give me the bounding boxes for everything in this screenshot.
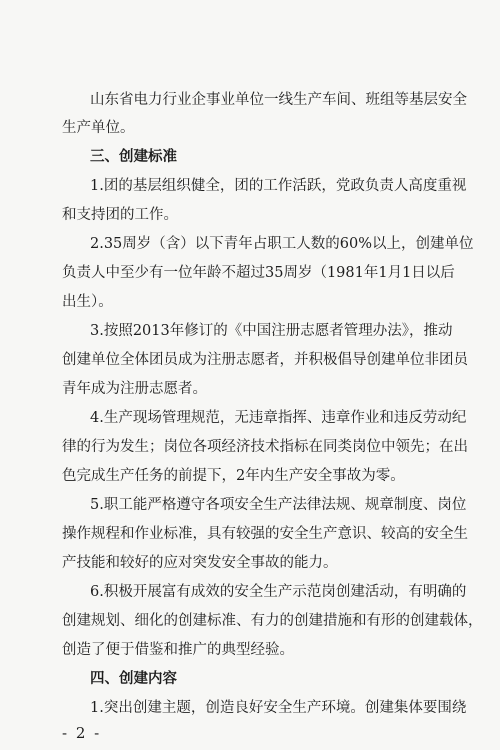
paragraph-line: 2.35周岁（含）以下青年占职工人数的60%以上，创建单位: [90, 236, 474, 252]
intro-text-line: 山东省电力行业企事业单位一线生产车间、班组等基层安全: [90, 92, 467, 108]
paragraph-line: 3.按照2013年修订的《中国注册志愿者管理办法》，推动: [90, 323, 453, 339]
paragraph-line: 操作规程和作业标准，具有较强的安全生产意识、较高的安全生: [62, 526, 468, 542]
intro-text-line: 生产单位。: [62, 120, 135, 136]
paragraph-line: 5.职工能严格遵守各项安全生产法律法规、规章制度、岗位: [90, 497, 467, 513]
paragraph-line: 创建单位全体团员成为注册志愿者，并积极倡导创建单位非团员: [62, 352, 468, 368]
paragraph-line: 青年成为注册志愿者。: [62, 381, 207, 397]
paragraph-line: 创建规划、细化的创建标准、有力的创建措施和有形的创建载体，: [62, 613, 483, 629]
paragraph-line: 创造了便于借鉴和推广的典型经验。: [62, 642, 294, 658]
paragraph-line: 6.积极开展富有成效的安全生产示范岗创建活动，有明确的: [90, 584, 467, 600]
section-heading: 三、创建标准: [90, 148, 177, 165]
paragraph-line: 产技能和较好的应对突发安全事故的能力。: [62, 555, 338, 571]
paragraph-line: 1.团的基层组织健全，团的工作活跃，党政负责人高度重视: [90, 178, 467, 194]
paragraph-line: 和支持团的工作。: [62, 207, 178, 223]
paragraph-line: 1.突出创建主题，创造良好安全生产环境。创建集体要围绕: [90, 700, 467, 716]
paragraph-line: 负责人中至少有一位年龄不超过35周岁（1981年1月1日以后: [62, 265, 455, 281]
section-heading: 四、创建内容: [90, 670, 177, 687]
page-number: - 2 -: [62, 724, 102, 742]
paragraph-line: 律的行为发生；岗位各项经济技术指标在同类岗位中领先；在出: [62, 439, 468, 455]
paragraph-line: 4.生产现场管理规范，无违章指挥、违章作业和违反劳动纪: [90, 410, 467, 426]
paragraph-line: 出生）。: [62, 294, 113, 310]
paragraph-line: 色完成生产任务的前提下，2年内生产安全事故为零。: [62, 468, 405, 484]
